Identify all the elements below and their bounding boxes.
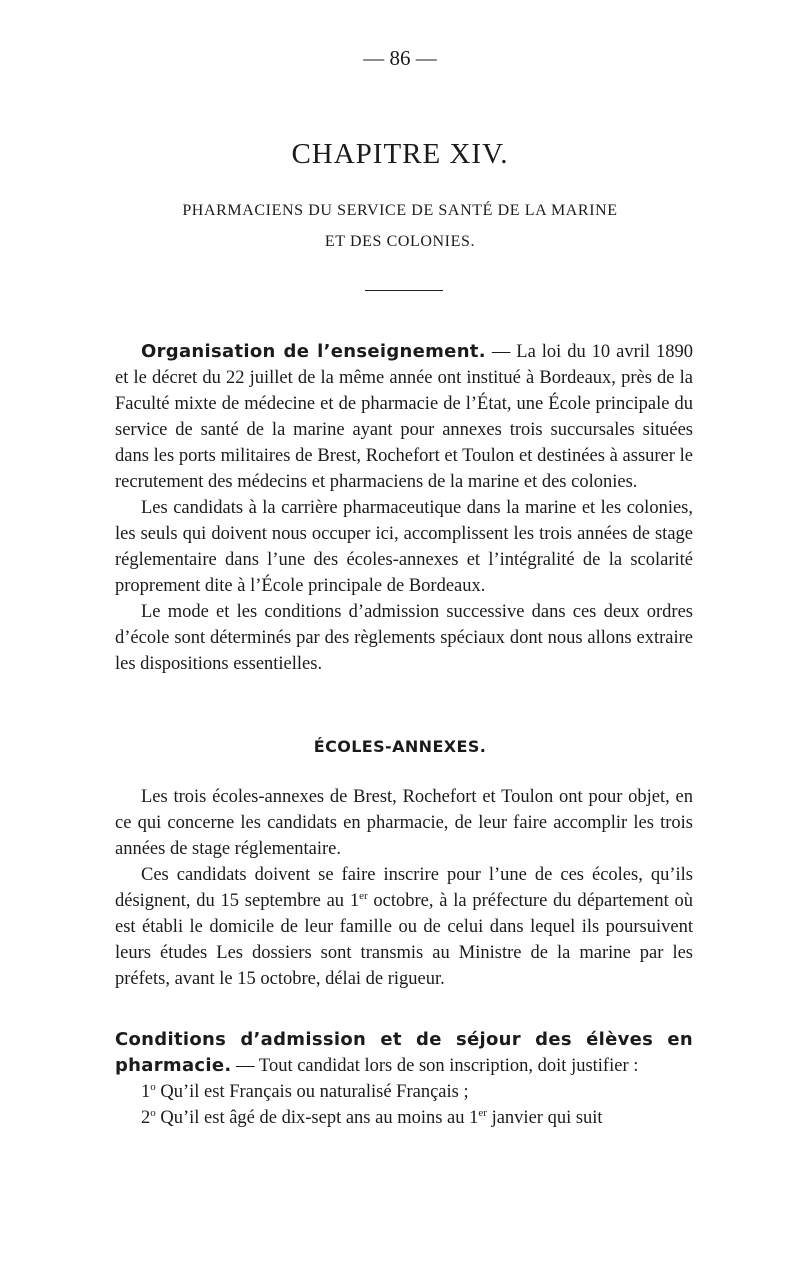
chapter-subtitle-line1: PHARMACIENS DU SERVICE DE SANTÉ DE LA MARINE: [182, 202, 618, 219]
paragraph-text: — Tout candidat lors de son inscription, doit justifier :: [231, 1056, 639, 1076]
chapter-subtitle-line2: ET DES COLONIES.: [324, 233, 476, 250]
superscript: o: [150, 1106, 156, 1119]
list-item: [115, 1105, 693, 1131]
list-number: 1: [141, 1082, 151, 1102]
paragraph: Les trois écoles-annexes de Brest, Rochefort et Toulon ont pour objet, en ce qui concerne les candidats en pharmacie, de leur faire accomplir les trois années de stage réglementaire.: [115, 787, 693, 859]
section-heading-organisation: Organisation de l’enseignement.: [141, 341, 486, 362]
chapter-title: CHAPITRE XIV.: [291, 138, 509, 170]
section-conditions: [115, 1027, 693, 1131]
section-organisation: [115, 339, 693, 677]
paragraph: [115, 1027, 693, 1079]
paragraph-text: octobre, à la préfecture du département où est établi le domicile de leur famille ou de celui dans lequel ils poursuivent leurs études Les dossiers sont transmis au Ministre de la marine par les préfets, avant le 15 octobre, délai de rigueur.: [115, 891, 693, 989]
page-number: — 86 —: [363, 46, 437, 70]
list-number: 2: [141, 1108, 151, 1128]
paragraph: Le mode et les conditions d’admission successive dans ces deux ordres d’école sont déterminés par des règlements spéciaux dont nous allons extraire les dispositions essentielles.: [115, 602, 693, 674]
list-item: [115, 1079, 693, 1105]
paragraph: Les candidats à la carrière pharmaceutique dans la marine et les colonies, les seuls qui doivent nous occuper ici, accomplissent les trois années de stage réglementaire dans l’une des écoles-annexes et l’intégralité de la scolarité proprement dite à l’École principale de Bordeaux.: [115, 498, 693, 596]
section-heading-ecoles-annexes: ÉCOLES-ANNEXES.: [313, 737, 487, 756]
superscript: er: [359, 889, 368, 902]
superscript: er: [478, 1106, 487, 1119]
section-heading-conditions: Conditions d’admission et de séjour des élèves en pharmacie.: [115, 1029, 693, 1076]
list-text: janvier qui suit: [486, 1108, 603, 1128]
divider-rule: [365, 290, 443, 291]
superscript: o: [150, 1080, 156, 1093]
paragraph: [115, 339, 693, 495]
list-text: Qu’il est âgé de dix-sept ans au moins au 1: [155, 1108, 479, 1128]
section-ecoles-annexes: [115, 784, 693, 992]
paragraph-text: — La loi du 10 avril 1890 et le décret du 22 juillet de la même année ont institué à Bordeaux, près de la Faculté mixte de médecine et de pharmacie de l’État, une École principale du service de santé de la marine ayant pour annexes trois succursales situées dans les ports militaires de Brest, Rochefort et Toulon et destinées à assurer le recrutement des médecins et pharmaciens de la marine et des colonies.: [115, 342, 693, 492]
list-text: Qu’il est Français ou naturalisé Français ;: [155, 1082, 469, 1102]
paragraph: [115, 862, 693, 992]
paragraph-text: Ces candidats doivent se faire inscrire pour l’une de ces écoles, qu’ils désignent, du 15 septembre au 1: [115, 865, 693, 911]
